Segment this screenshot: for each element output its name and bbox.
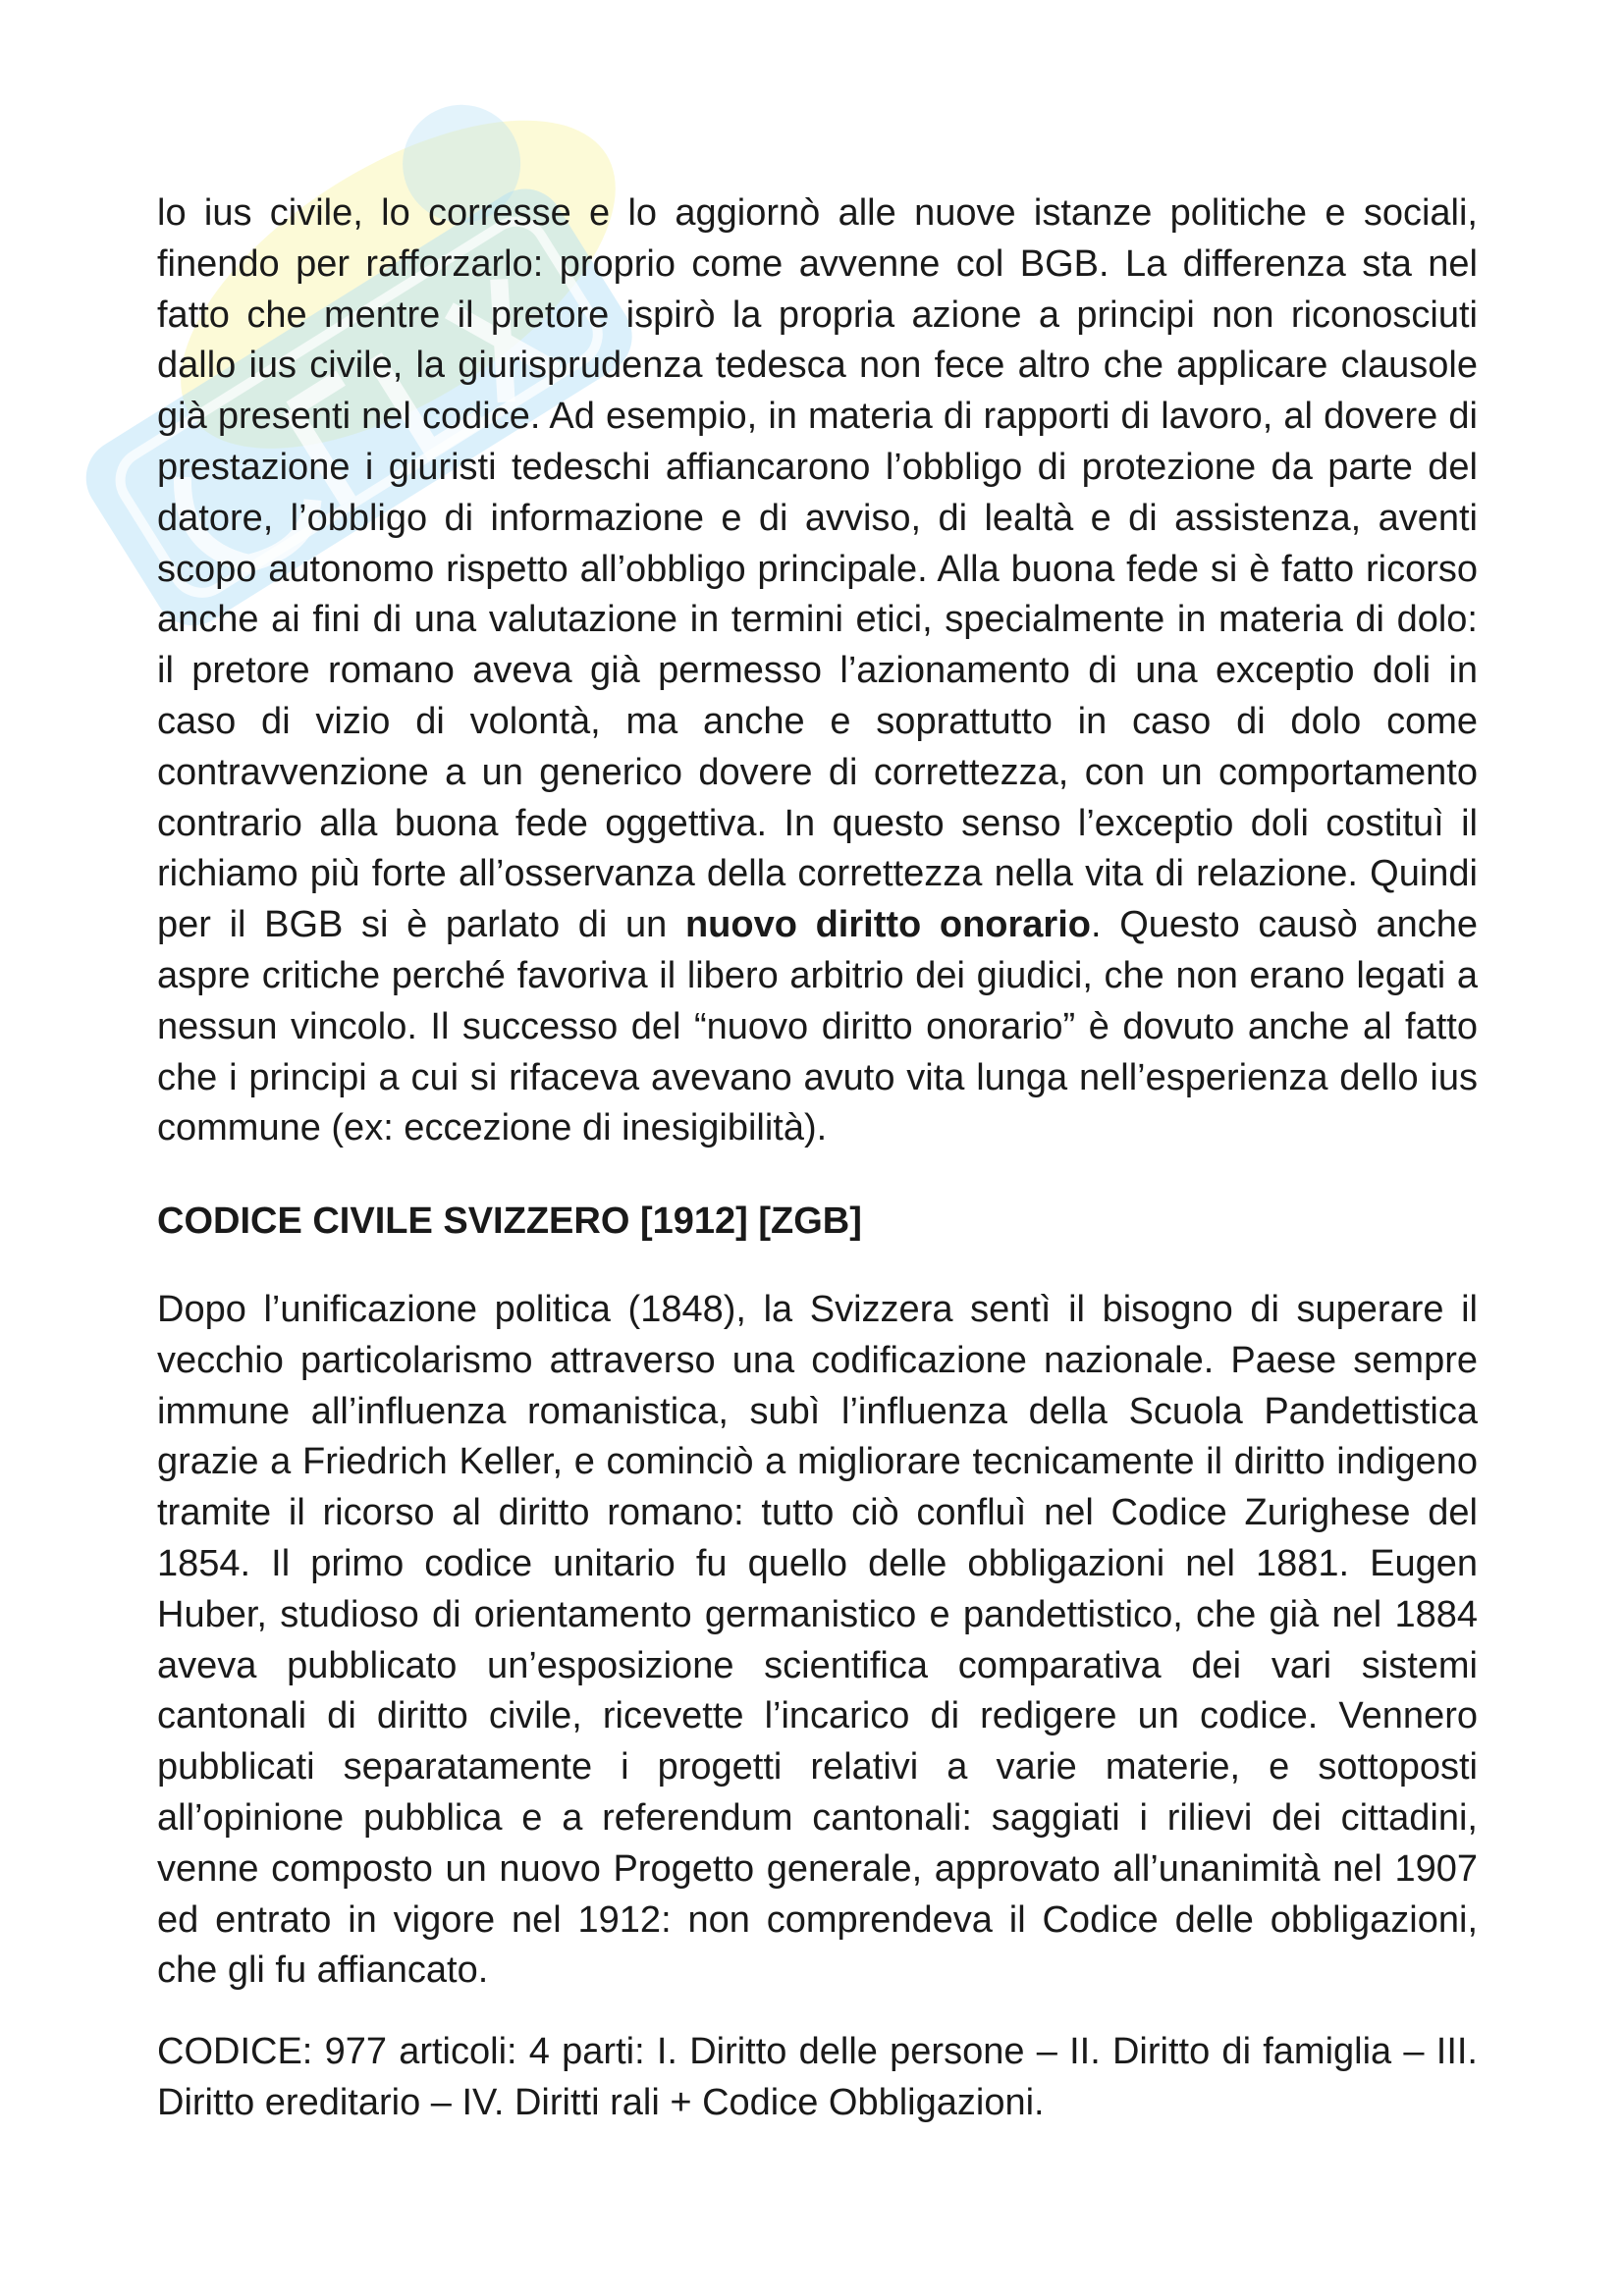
paragraph-text: lo ius civile, lo corresse e lo aggiornò alle nuove istanze politiche e sociali, finendo per rafforzarlo: proprio come avvenne col BGB. La differenza sta nel fatto che mentre il pretore ispirò la propria azione a principi non riconosciuti dallo ius civile, la giurisprudenza tedesca non fece altro che applicare clausole già presenti nel codice. Ad esempio, in materia di rapporti di lavoro, al dovere di prestazione i giuristi tedeschi affiancarono l’obbligo di protezione da parte del datore, l’obbligo di informazione e di avviso, di lealtà e di assistenza, aventi scopo autonomo rispetto all’obbligo principale. Alla buona fede si è fatto ricorso anche ai fini di una valutazione in termini etici, specialmente in materia di dolo: il pretore romano aveva già permesso l’azionamento di una exceptio doli in caso di vizio di volontà, ma anche e soprattutto in caso di dolo come contravvenzione a un generico dovere di correttezza, con un comportamento contrario alla buona fede oggettiva. In questo senso l’exceptio doli costituì il richiamo più forte all’osservanza della correttezza nella vita di relazione. Quindi per il BGB si è parlato di un <box>157 192 1478 946</box>
bold-term-nuovo-diritto-onorario: nuovo diritto onorario <box>684 904 1091 946</box>
paragraph-text: . Questo causò anche aspre critiche perché favoriva il libero arbitrio dei giudici, che non erano legati a nessun vincolo. Il successo del “nuovo diritto onorario” è dovuto anche al fatto che i principi a cui si rifaceva avevano avuto vita lunga nell’esperienza dello ius commune (ex: eccezione di inesigibilità). <box>157 904 1478 1149</box>
paragraph-codice-parti: CODICE: 977 articoli: 4 parti: I. Diritto delle persone – II. Diritto di famiglia – III. Diritto ereditario – IV. Diritti rali + Codice Obbligazioni. <box>157 2031 1478 2123</box>
spacer <box>157 1154 1478 1197</box>
spacer <box>157 1248 1478 1285</box>
section-heading: CODICE CIVILE SVIZZERO [1912] [ZGB] <box>157 1201 862 1243</box>
paragraph-bgb-onorario <box>157 188 1478 1154</box>
document-page <box>157 188 1478 2129</box>
spacer <box>157 1997 1478 2027</box>
paragraph-codice-svizzero: Dopo l’unificazione politica (1848), la Svizzera sentì il bisogno di superare il vecchio particolarismo attraverso una codificazione nazionale. Paese sempre immune all’influenza romanistica, subì l’influenza della Scuola Pandettistica grazie a Friedrich Keller, e cominciò a migliorare tecnicamente il diritto indigeno tramite il ricorso al diritto romano: tutto ciò confluì nel Codice Zurighese del 1854. Il primo codice unitario fu quello delle obbligazioni nel 1881. Eugen Huber, studioso di orientamento germanistico e pandettistico, che già nel 1884 aveva pubblicato un’esposizione scientifica comparativa dei vari sistemi cantonali di diritto civile, ricevette l’incarico di redigere un codice. Vennero pubblicati separatamente i progetti relativi a varie materie, e sottoposti all’opinione pubblica e a referendum cantonali: saggiati i rilievi dei cittadini, venne composto un nuovo Progetto generale, approvato all’unanimità nel 1907 ed entrato in vigore nel 1912: non comprendeva il Codice delle obbligazioni, che gli fu affiancato. <box>157 1288 1478 1992</box>
